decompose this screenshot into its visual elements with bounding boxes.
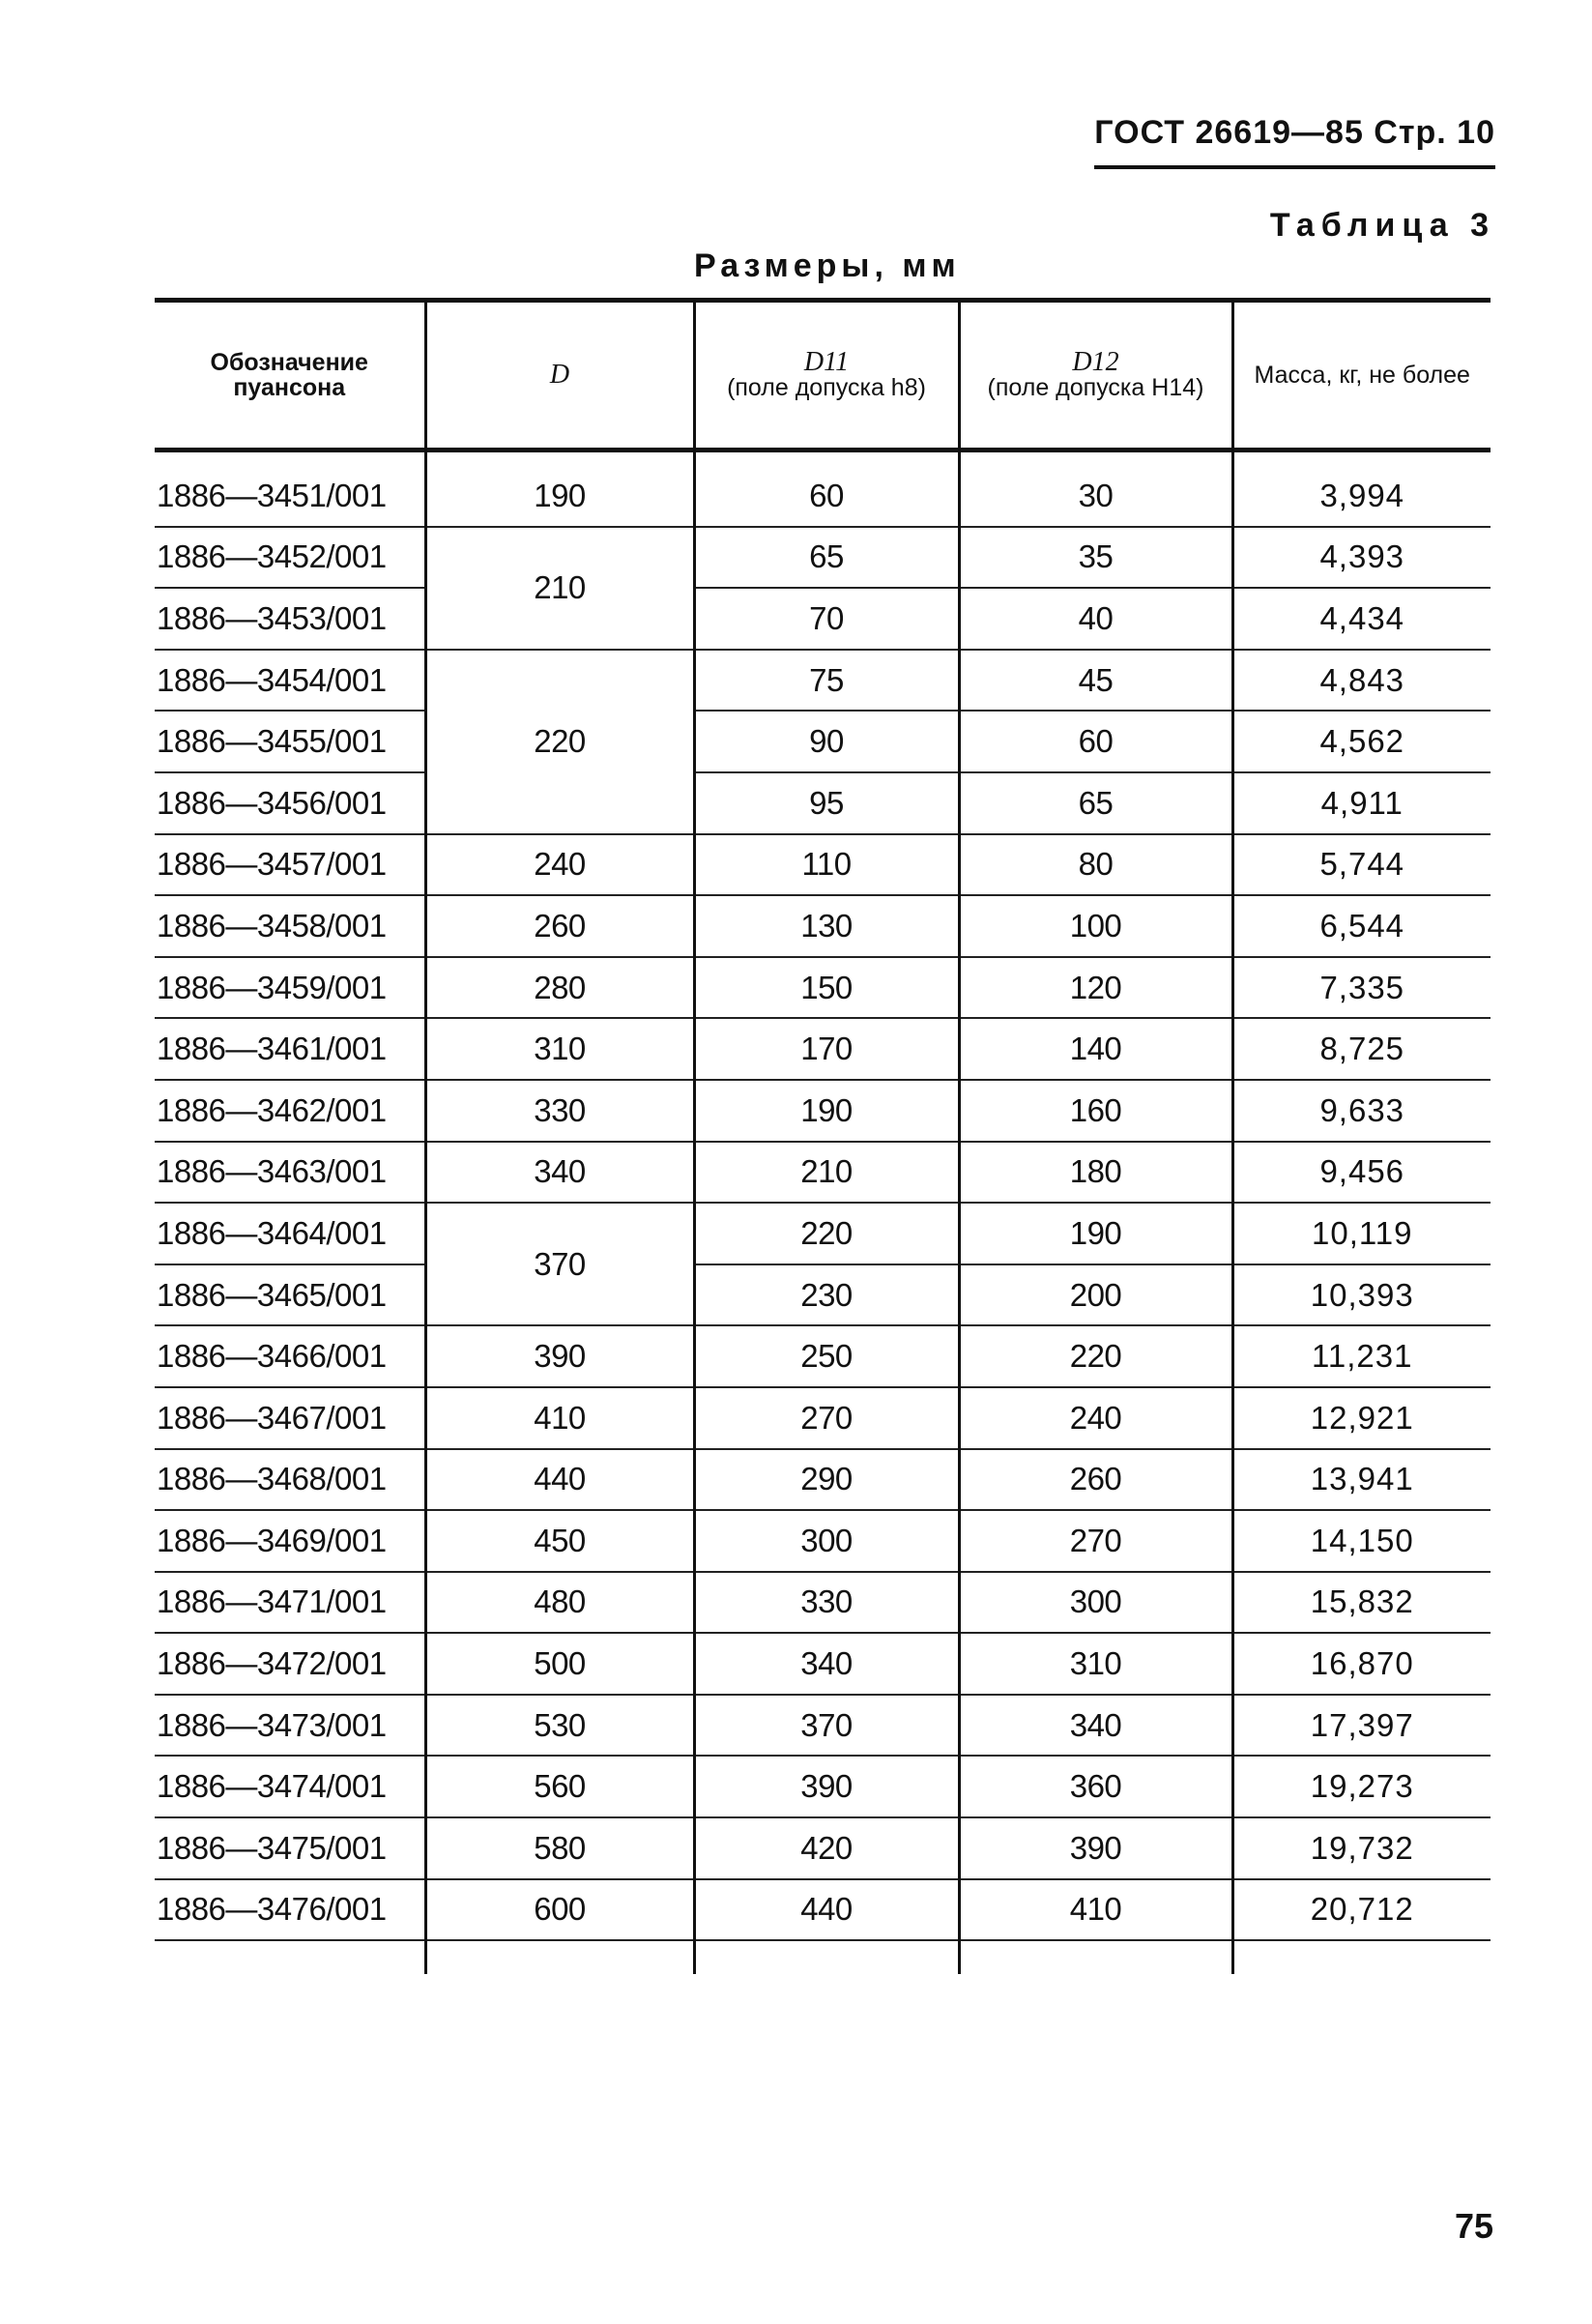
cell-d12: 180 — [959, 1142, 1232, 1204]
cell-d12: 340 — [959, 1695, 1232, 1757]
col-header-d-symbol: D — [549, 360, 570, 390]
cell-d11: 65 — [694, 527, 959, 589]
cell-d12: 80 — [959, 834, 1232, 896]
cell-mass: 4,434 — [1232, 588, 1491, 650]
cell-d11: 220 — [694, 1203, 959, 1264]
cell-d11: 170 — [694, 1018, 959, 1080]
cell-d: 560 — [425, 1756, 694, 1817]
table-row — [155, 1203, 1491, 1264]
cell-d: 370 — [425, 1203, 694, 1325]
table-row — [155, 1510, 1491, 1572]
table-row — [155, 527, 1491, 589]
cell-d: 600 — [425, 1879, 694, 1941]
cell-d12: 190 — [959, 1203, 1232, 1264]
cell-mass: 19,273 — [1232, 1756, 1491, 1817]
cell-designation: 1886—3471/001 — [155, 1572, 425, 1634]
cell-d11: 390 — [694, 1756, 959, 1817]
cell-d11: 90 — [694, 711, 959, 772]
cell-mass: 8,725 — [1232, 1018, 1491, 1080]
table-row — [155, 1325, 1491, 1387]
cell-d: 330 — [425, 1080, 694, 1142]
cell-designation: 1886—3467/001 — [155, 1387, 425, 1449]
table-row — [155, 1264, 1491, 1326]
table-row — [155, 1633, 1491, 1695]
cell-mass: 10,393 — [1232, 1264, 1491, 1326]
cell-d: 580 — [425, 1817, 694, 1879]
cell-d: 480 — [425, 1572, 694, 1634]
cell-mass: 5,744 — [1232, 834, 1491, 896]
cell-d: 210 — [425, 527, 694, 650]
cell-d12: 310 — [959, 1633, 1232, 1695]
table-body — [155, 466, 1491, 1974]
document-header: ГОСТ 26619—85 Стр. 10 — [1094, 114, 1495, 169]
cell-designation: 1886—3473/001 — [155, 1695, 425, 1757]
cell-mass: 4,911 — [1232, 772, 1491, 834]
table-row — [155, 895, 1491, 957]
cell-mass: 20,712 — [1232, 1879, 1491, 1941]
col-header-d12-symbol: D12 — [1072, 347, 1119, 377]
cell-d12: 35 — [959, 527, 1232, 589]
cell-d: 340 — [425, 1142, 694, 1204]
cell-d11: 270 — [694, 1387, 959, 1449]
cell-d: 440 — [425, 1449, 694, 1511]
cell-d12: 65 — [959, 772, 1232, 834]
cell-d: 450 — [425, 1510, 694, 1572]
cell-d: 500 — [425, 1633, 694, 1695]
cell-designation: 1886—3469/001 — [155, 1510, 425, 1572]
cell-d11: 370 — [694, 1695, 959, 1757]
cell-d12: 120 — [959, 957, 1232, 1019]
cell-d11: 60 — [694, 466, 959, 527]
cell-d: 220 — [425, 650, 694, 834]
cell-designation: 1886—3466/001 — [155, 1325, 425, 1387]
col-header-d11-note: (поле допуска h8) — [727, 374, 926, 401]
cell-d12: 60 — [959, 711, 1232, 772]
cell-mass: 9,456 — [1232, 1142, 1491, 1204]
cell-mass: 4,843 — [1232, 650, 1491, 712]
cell-d11: 110 — [694, 834, 959, 896]
cell-designation: 1886—3452/001 — [155, 527, 425, 589]
cell-d12: 360 — [959, 1756, 1232, 1817]
cell-designation: 1886—3459/001 — [155, 957, 425, 1019]
cell-d: 190 — [425, 466, 694, 527]
cell-mass: 4,393 — [1232, 527, 1491, 589]
cell-d12: 220 — [959, 1325, 1232, 1387]
cell-designation: 1886—3475/001 — [155, 1817, 425, 1879]
cell-designation: 1886—3456/001 — [155, 772, 425, 834]
cell-d11: 230 — [694, 1264, 959, 1326]
cell-d12: 30 — [959, 466, 1232, 527]
cell-d: 310 — [425, 1018, 694, 1080]
cell-d12: 200 — [959, 1264, 1232, 1326]
cell-d11: 150 — [694, 957, 959, 1019]
cell-designation: 1886—3474/001 — [155, 1756, 425, 1817]
cell-d11: 440 — [694, 1879, 959, 1941]
cell-d: 280 — [425, 957, 694, 1019]
cell-designation: 1886—3472/001 — [155, 1633, 425, 1695]
cell-designation: 1886—3476/001 — [155, 1879, 425, 1941]
cell-designation: 1886—3465/001 — [155, 1264, 425, 1326]
cell-d11: 190 — [694, 1080, 959, 1142]
table-row — [155, 1817, 1491, 1879]
cell-designation: 1886—3457/001 — [155, 834, 425, 896]
cell-designation: 1886—3462/001 — [155, 1080, 425, 1142]
table-row — [155, 1142, 1491, 1204]
cell-d: 410 — [425, 1387, 694, 1449]
cell-mass: 7,335 — [1232, 957, 1491, 1019]
cell-d11: 340 — [694, 1633, 959, 1695]
cell-d11: 290 — [694, 1449, 959, 1511]
col-header-d12 — [959, 301, 1232, 450]
table-header-row — [155, 301, 1491, 450]
table-row — [155, 1572, 1491, 1634]
cell-d11: 210 — [694, 1142, 959, 1204]
table-tail-row — [155, 1940, 1491, 1974]
cell-d: 240 — [425, 834, 694, 896]
cell-designation: 1886—3454/001 — [155, 650, 425, 712]
cell-mass: 19,732 — [1232, 1817, 1491, 1879]
cell-d: 390 — [425, 1325, 694, 1387]
dimensions-table — [155, 298, 1491, 1974]
cell-d11: 75 — [694, 650, 959, 712]
cell-d12: 100 — [959, 895, 1232, 957]
col-header-d11 — [694, 301, 959, 450]
table-row — [155, 711, 1491, 772]
cell-designation: 1886—3461/001 — [155, 1018, 425, 1080]
cell-d11: 250 — [694, 1325, 959, 1387]
cell-d12: 140 — [959, 1018, 1232, 1080]
table-row — [155, 1449, 1491, 1511]
cell-d12: 160 — [959, 1080, 1232, 1142]
table-row — [155, 1879, 1491, 1941]
cell-d11: 130 — [694, 895, 959, 957]
cell-d11: 300 — [694, 1510, 959, 1572]
table-row — [155, 772, 1491, 834]
col-header-mass: Масса, кг, не более — [1232, 301, 1491, 450]
cell-designation: 1886—3463/001 — [155, 1142, 425, 1204]
cell-mass: 16,870 — [1232, 1633, 1491, 1695]
cell-designation: 1886—3468/001 — [155, 1449, 425, 1511]
page-number: 75 — [1454, 2206, 1493, 2246]
cell-designation: 1886—3453/001 — [155, 588, 425, 650]
table-label: Таблица 3 — [1269, 207, 1495, 244]
cell-d11: 420 — [694, 1817, 959, 1879]
cell-d12: 260 — [959, 1449, 1232, 1511]
cell-mass: 14,150 — [1232, 1510, 1491, 1572]
table-row — [155, 1080, 1491, 1142]
cell-mass: 4,562 — [1232, 711, 1491, 772]
cell-designation: 1886—3458/001 — [155, 895, 425, 957]
table-row — [155, 1695, 1491, 1757]
cell-d: 260 — [425, 895, 694, 957]
cell-d12: 300 — [959, 1572, 1232, 1634]
col-header-designation: Обозначение пуансона — [155, 301, 425, 450]
cell-d12: 45 — [959, 650, 1232, 712]
cell-mass: 11,231 — [1232, 1325, 1491, 1387]
col-header-d11-symbol: D11 — [803, 347, 850, 377]
cell-mass: 3,994 — [1232, 466, 1491, 527]
units-caption: Размеры, мм — [694, 247, 961, 284]
cell-mass: 9,633 — [1232, 1080, 1491, 1142]
cell-d11: 70 — [694, 588, 959, 650]
cell-d12: 390 — [959, 1817, 1232, 1879]
cell-designation: 1886—3451/001 — [155, 466, 425, 527]
cell-d12: 40 — [959, 588, 1232, 650]
cell-mass: 10,119 — [1232, 1203, 1491, 1264]
table-row — [155, 650, 1491, 712]
table-row — [155, 1756, 1491, 1817]
table-row — [155, 834, 1491, 896]
table-row — [155, 466, 1491, 527]
table-row — [155, 1387, 1491, 1449]
cell-mass: 15,832 — [1232, 1572, 1491, 1634]
cell-mass: 17,397 — [1232, 1695, 1491, 1757]
cell-d11: 330 — [694, 1572, 959, 1634]
cell-designation: 1886—3464/001 — [155, 1203, 425, 1264]
cell-mass: 13,941 — [1232, 1449, 1491, 1511]
cell-mass: 12,921 — [1232, 1387, 1491, 1449]
table-row — [155, 1018, 1491, 1080]
table-row — [155, 588, 1491, 650]
cell-d12: 240 — [959, 1387, 1232, 1449]
col-header-d12-note: (поле допуска H14) — [987, 374, 1204, 401]
table-row — [155, 957, 1491, 1019]
cell-d: 530 — [425, 1695, 694, 1757]
cell-d12: 270 — [959, 1510, 1232, 1572]
cell-designation: 1886—3455/001 — [155, 711, 425, 772]
header-spacer-row — [155, 450, 1491, 467]
cell-d11: 95 — [694, 772, 959, 834]
cell-d12: 410 — [959, 1879, 1232, 1941]
col-header-d — [425, 301, 694, 450]
cell-mass: 6,544 — [1232, 895, 1491, 957]
